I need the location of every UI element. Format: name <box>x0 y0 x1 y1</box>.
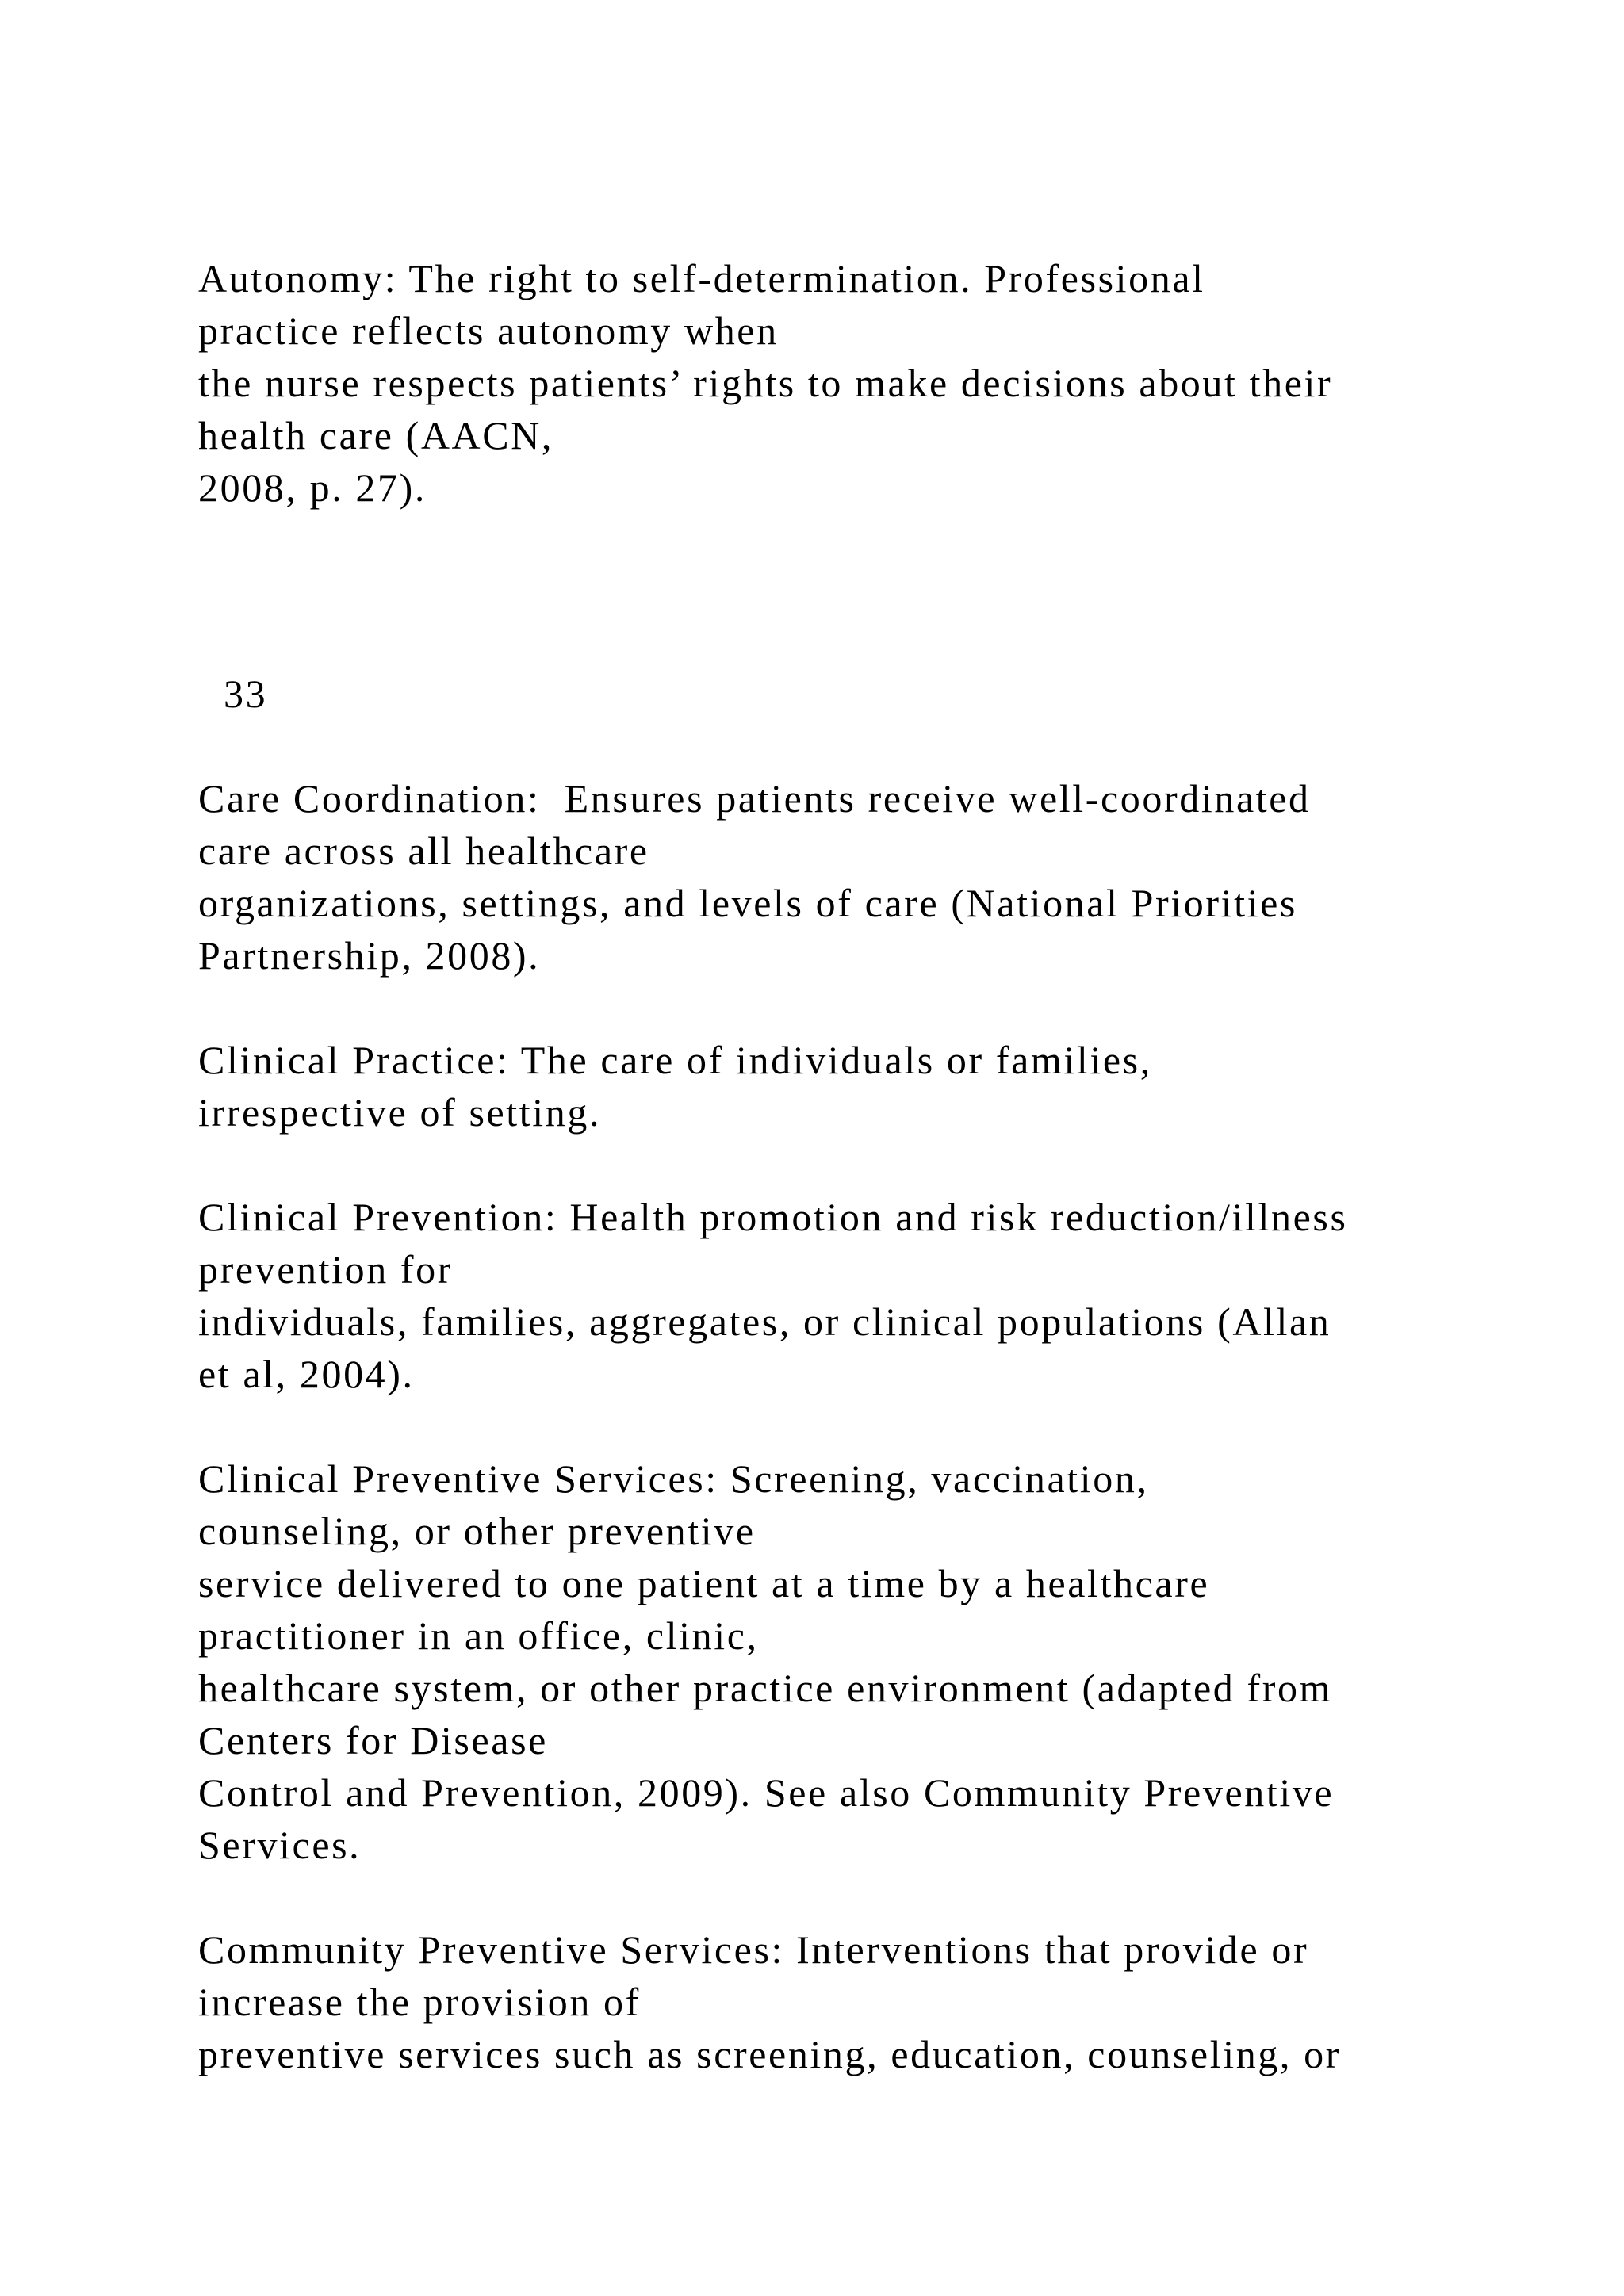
text-line: practice reflects autonomy when <box>198 308 779 353</box>
text-line: Clinical Preventive Services: Screening, vaccination, <box>198 1456 1149 1501</box>
text-line: Centers for Disease <box>198 1718 548 1762</box>
text-line: healthcare system, or other practice environment (adapted from <box>198 1666 1333 1710</box>
text-line: increase the provision of <box>198 1980 641 2024</box>
text-line: practitioner in an office, clinic, <box>198 1613 759 1658</box>
text-line: health care (AACN, <box>198 413 554 457</box>
text-line: counseling, or other preventive <box>198 1509 756 1553</box>
text-line: preventive services such as screening, education, counseling, or <box>198 2032 1341 2076</box>
text-line: the nurse respects patients’ rights to make decisions about their <box>198 361 1333 405</box>
text-line: Community Preventive Services: Interventions that provide or <box>198 1927 1309 1972</box>
text-line: Services. <box>198 1823 362 1867</box>
text-line: service delivered to one patient at a time by a healthcare <box>198 1561 1210 1605</box>
text-line: Clinical Prevention: Health promotion and risk reduction/illness <box>198 1195 1348 1239</box>
text-line: Care Coordination: Ensures patients receive well-coordinated <box>198 776 1311 821</box>
text-line: care across all healthcare <box>198 828 649 873</box>
text-line: Autonomy: The right to self-determination. Professional <box>198 256 1205 300</box>
text-line: organizations, settings, and levels of care (National Priorities <box>198 881 1297 925</box>
text-line: irrespective of setting. <box>198 1090 602 1135</box>
text-line: Clinical Practice: The care of individuals or families, <box>198 1038 1152 1082</box>
text-line: Control and Prevention, 2009). See also Community Preventive <box>198 1770 1335 1815</box>
text-line: prevention for <box>198 1247 454 1292</box>
text-line: individuals, families, aggregates, or clinical populations (Allan <box>198 1299 1331 1344</box>
page-number: 33 <box>224 672 268 716</box>
text-line: 2008, p. 27). <box>198 465 427 510</box>
text-line: et al, 2004). <box>198 1352 415 1396</box>
text-line: Partnership, 2008). <box>198 933 541 978</box>
